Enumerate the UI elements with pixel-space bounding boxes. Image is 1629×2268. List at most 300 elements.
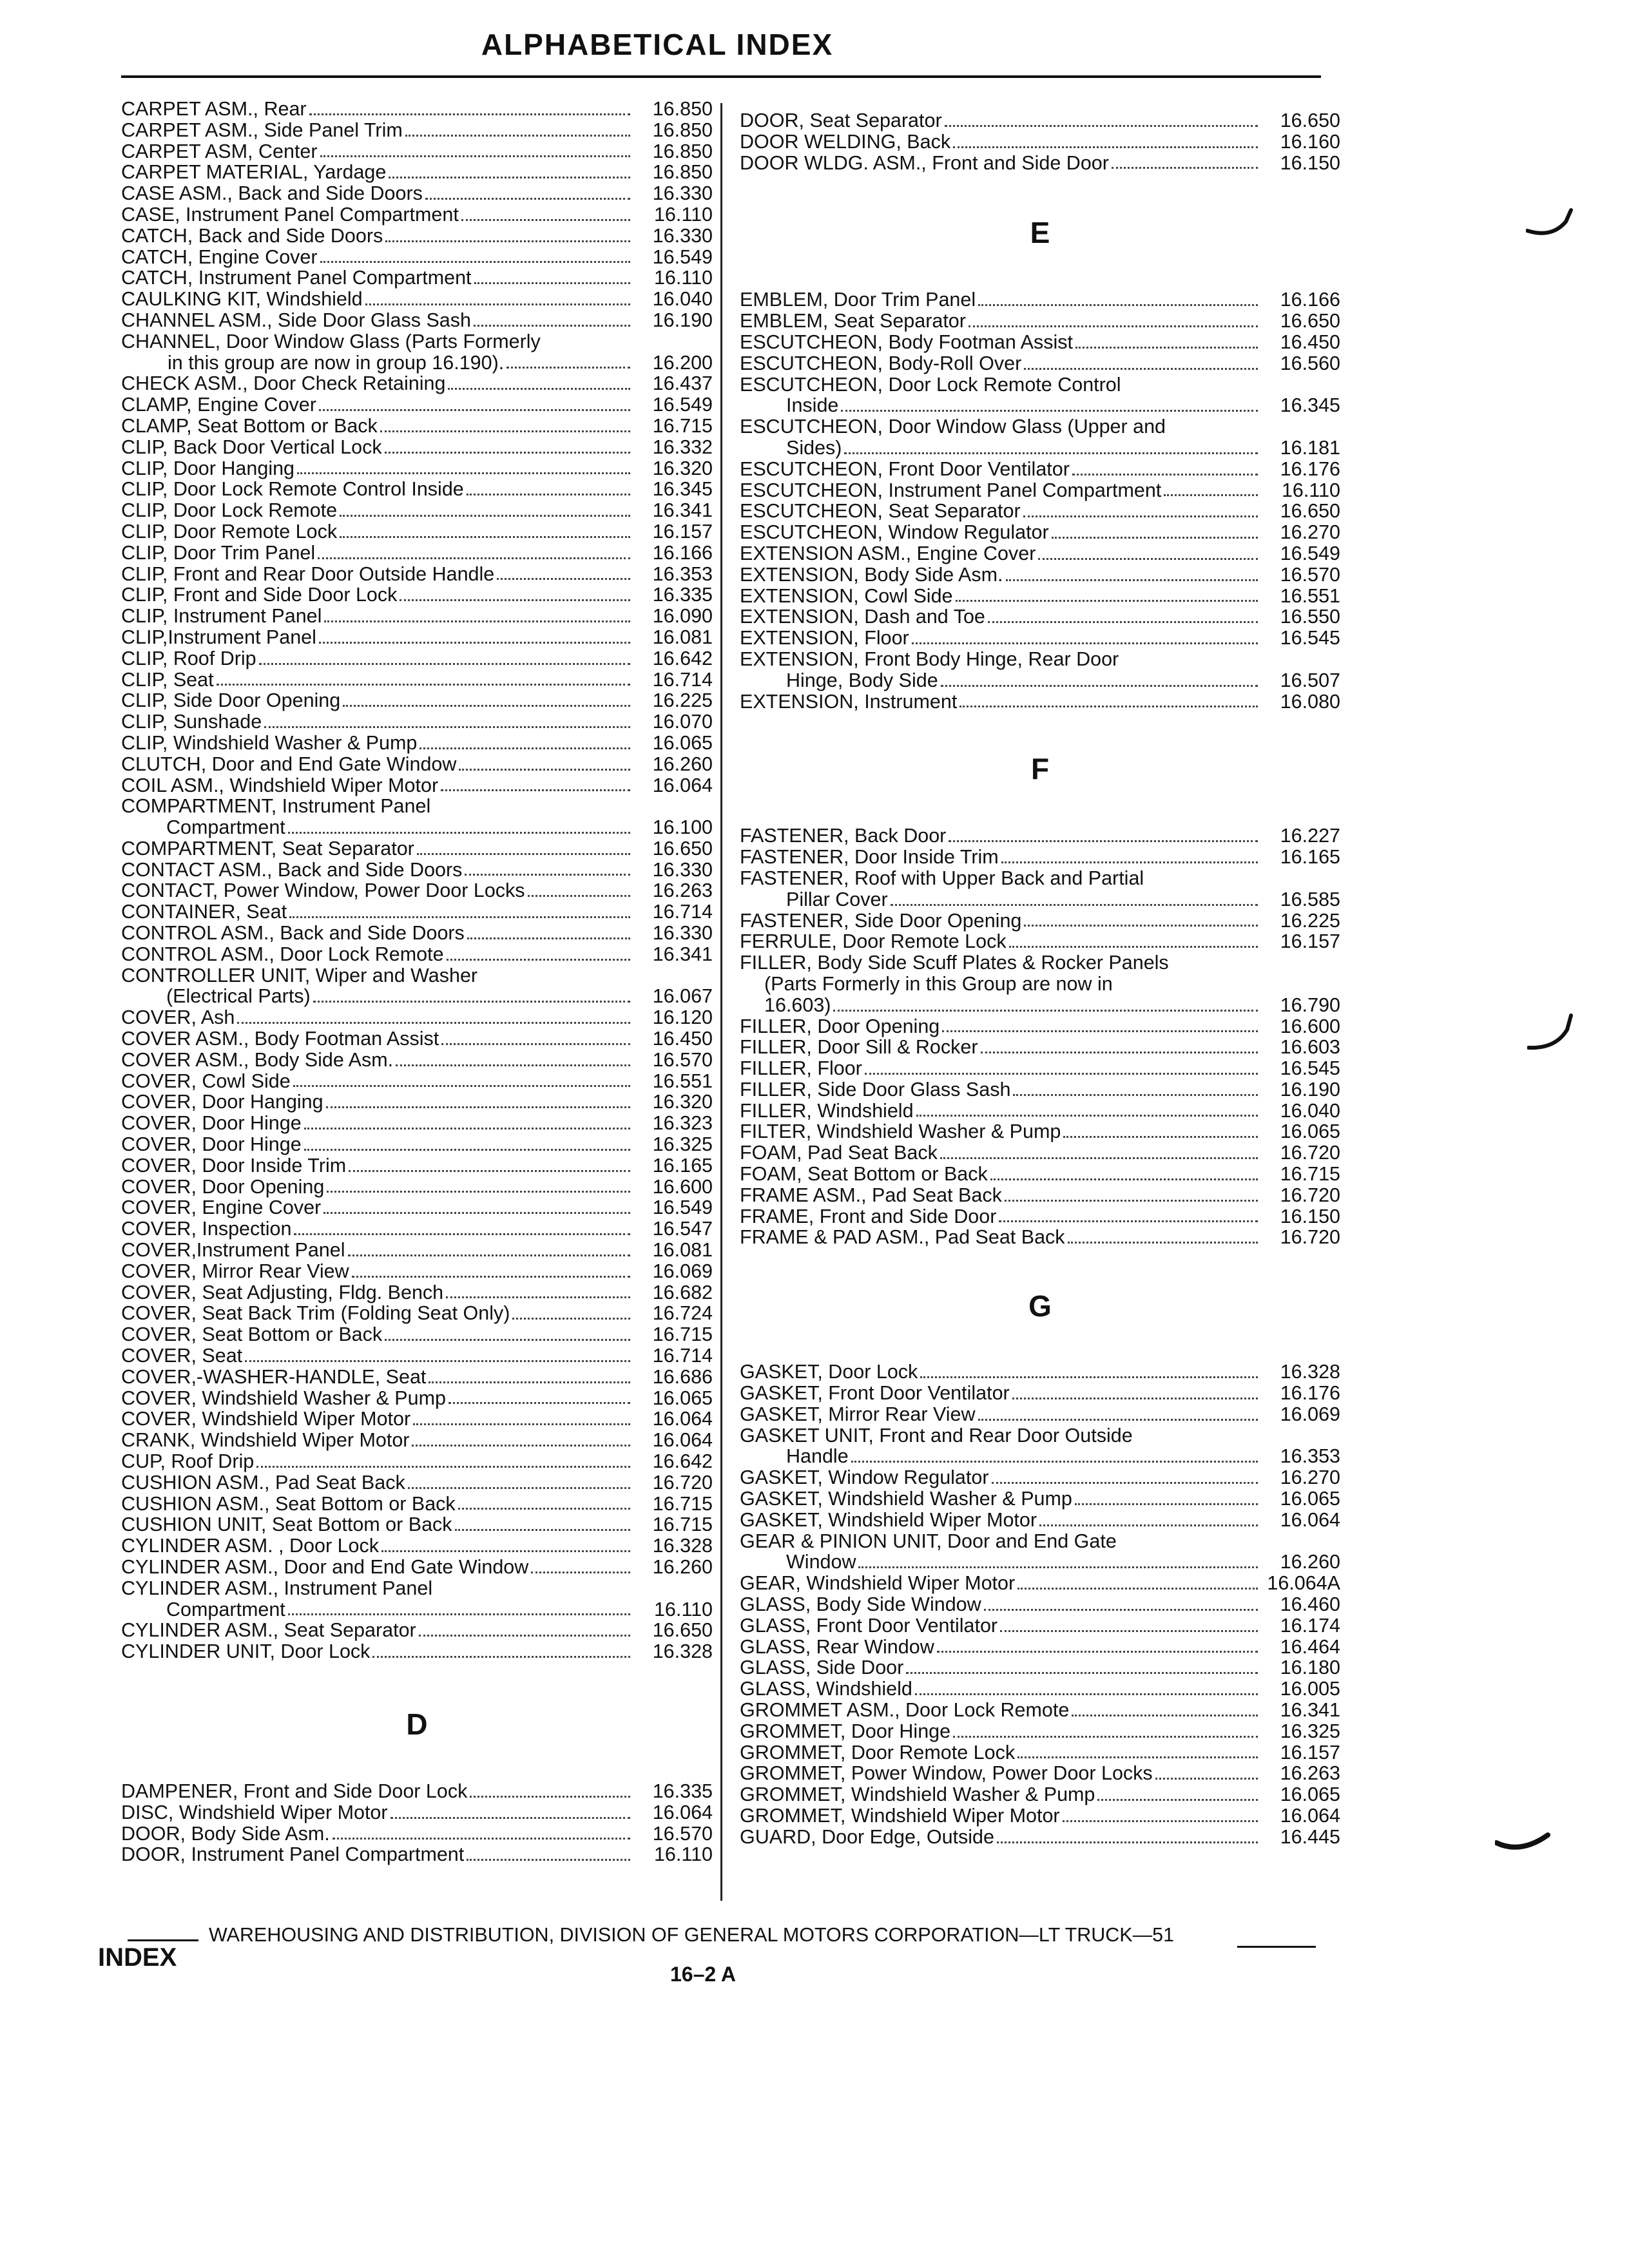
- index-entry: [121, 458, 713, 479]
- entry-number: 16.715: [652, 1492, 713, 1515]
- entry-number: 16.069: [1280, 1403, 1340, 1425]
- footer-rule-left: [128, 1939, 198, 1941]
- dot-leader: [245, 1360, 630, 1362]
- entry-label: CASE, Instrument Panel Compartment: [121, 203, 459, 226]
- index-group: [121, 1007, 713, 1578]
- index-entry: [121, 669, 713, 691]
- dot-leader: [942, 1030, 1258, 1032]
- dot-leader: [1063, 1136, 1258, 1138]
- index-entry: [740, 1206, 1340, 1227]
- index-group: [740, 110, 1340, 173]
- entry-number: 16.090: [652, 605, 713, 628]
- entry-number: 16.150: [1280, 1205, 1340, 1227]
- dot-leader: [992, 1482, 1258, 1484]
- entry-number: 16.165: [652, 1154, 713, 1177]
- dot-leader: [446, 1296, 630, 1298]
- dot-leader: [1005, 1200, 1258, 1202]
- entry-number: 16.353: [652, 562, 713, 585]
- scan-mark-icon: [1527, 1010, 1579, 1062]
- index-group: [740, 459, 1340, 649]
- entry-label: CONTACT ASM., Back and Side Doors: [121, 858, 463, 881]
- dot-leader: [949, 840, 1258, 842]
- entry-number: 16.720: [1280, 1184, 1340, 1206]
- dot-leader: [1063, 1820, 1258, 1822]
- index-entry: [121, 1823, 713, 1845]
- entry-number: 16.341: [1280, 1699, 1340, 1722]
- dot-leader: [320, 261, 630, 263]
- index-entry: [121, 543, 713, 564]
- entry-number: 16.081: [652, 626, 713, 648]
- dot-leader: [390, 1817, 630, 1819]
- entry-label: COVER, Door Inside Trim: [121, 1154, 347, 1177]
- index-entry: [740, 825, 1340, 847]
- index-entry: [740, 1121, 1340, 1142]
- scan-mark-icon: [1495, 1823, 1559, 1862]
- dot-leader: [1075, 1503, 1258, 1505]
- entry-label: EXTENSION, Front Body Hinge, Rear Door: [740, 648, 1119, 670]
- footer-text: WAREHOUSING AND DISTRIBUTION, DIVISION OF GENERAL MOTORS CORPORATION—LT TRUCK—51: [209, 1924, 1175, 1946]
- entry-label: GEAR, Windshield Wiper Motor: [740, 1572, 1016, 1595]
- entry-number: 16.330: [652, 182, 713, 205]
- index-entry-multiline: [740, 952, 1340, 1015]
- index-entry: [121, 754, 713, 775]
- entry-label: Compartment: [166, 816, 285, 839]
- dot-leader: [327, 1191, 630, 1193]
- entry-number: 16.450: [1280, 331, 1340, 353]
- entry-label: DISC, Windshield Wiper Motor: [121, 1801, 388, 1823]
- entry-number: 16.040: [1280, 1099, 1340, 1122]
- entry-number: 16.549: [652, 394, 713, 416]
- index-entry: [121, 437, 713, 458]
- index-entry: [740, 1657, 1340, 1678]
- dot-leader: [448, 1402, 630, 1404]
- dot-leader: [984, 1609, 1258, 1611]
- index-group: [740, 1467, 1340, 1530]
- dot-leader: [978, 304, 1258, 306]
- index-entry: [121, 183, 713, 204]
- entry-label: EXTENSION ASM., Engine Cover: [740, 542, 1036, 564]
- index-entry: [740, 1142, 1340, 1164]
- dot-leader: [288, 1613, 630, 1615]
- entry-label: COVER, Seat Adjusting, Fldg. Bench: [121, 1281, 444, 1303]
- entry-number: 16.176: [1280, 1382, 1340, 1405]
- dot-leader: [396, 1064, 630, 1066]
- entry-number: 16.064: [652, 774, 713, 796]
- dot-leader: [419, 747, 630, 749]
- entry-label: CYLINDER ASM., Seat Separator: [121, 1619, 416, 1642]
- entry-number: 16.110: [653, 1843, 713, 1866]
- dot-leader: [851, 1461, 1258, 1463]
- entry-number: 16.165: [1280, 846, 1340, 869]
- index-entry: [740, 1467, 1340, 1488]
- index-label: INDEX: [98, 1943, 177, 1972]
- dot-leader: [916, 1115, 1258, 1117]
- dot-leader: [372, 1656, 630, 1658]
- entry-label: GASKET UNIT, Front and Rear Door Outside: [740, 1424, 1133, 1446]
- index-entry-multiline: [121, 1578, 713, 1620]
- entry-label: ESCUTCHEON, Front Door Ventilator: [740, 457, 1070, 480]
- entry-number: 16.180: [1280, 1657, 1340, 1679]
- dot-leader: [217, 684, 630, 686]
- entry-number: 16.190: [1280, 1078, 1340, 1100]
- index-entry: [740, 910, 1340, 932]
- entry-label: DOOR WELDING, Back: [740, 130, 951, 153]
- entry-number: 16.225: [652, 689, 713, 712]
- entry-label: Pillar Cover: [786, 888, 888, 910]
- dot-leader: [1012, 1398, 1258, 1399]
- entry-number: 16.330: [652, 858, 713, 881]
- entry-label: COVER ASM., Body Side Asm.: [121, 1048, 394, 1071]
- entry-label: CLIP, Instrument Panel: [121, 605, 322, 628]
- entry-label: GEAR & PINION UNIT, Door and End Gate: [740, 1530, 1117, 1552]
- entry-number: 16.450: [652, 1028, 713, 1050]
- dot-leader: [264, 726, 630, 728]
- entry-label: CUSHION UNIT, Seat Bottom or Back: [121, 1514, 452, 1536]
- dot-leader: [940, 1157, 1258, 1159]
- entry-label: ESCUTCHEON, Seat Separator: [740, 500, 1021, 523]
- entry-label: CARPET MATERIAL, Yardage: [121, 161, 387, 184]
- index-entry: [121, 1218, 713, 1240]
- dot-leader: [981, 1052, 1258, 1053]
- dot-leader: [1024, 368, 1258, 370]
- entry-label: COVER, Seat: [121, 1345, 243, 1367]
- entry-number: 16.166: [1280, 289, 1340, 311]
- entry-label: COVER, Cowl Side: [121, 1070, 291, 1092]
- entry-label: Window: [786, 1551, 856, 1573]
- index-entry: [740, 1721, 1340, 1742]
- entry-number: 16.585: [1280, 888, 1340, 910]
- dot-leader: [1072, 1715, 1258, 1716]
- entry-number: 16.850: [652, 119, 713, 141]
- index-entry: [121, 1535, 713, 1557]
- entry-label: COVER, Door Hinge: [121, 1112, 302, 1135]
- entry-number: 16.260: [652, 1555, 713, 1578]
- dot-leader: [441, 1043, 630, 1045]
- index-entry: [740, 459, 1340, 480]
- entry-label: GROMMET, Door Remote Lock: [740, 1741, 1016, 1763]
- entry-number: 16.110: [653, 203, 713, 226]
- dot-leader: [941, 685, 1258, 687]
- entry-number: 16.650: [1280, 310, 1340, 332]
- entry-label: CLIP, Sunshade: [121, 711, 262, 733]
- entry-label: GROMMET, Power Window, Power Door Locks: [740, 1762, 1153, 1785]
- dot-leader: [956, 600, 1258, 602]
- entry-number: 16.345: [652, 478, 713, 501]
- dot-leader: [474, 282, 630, 284]
- index-entry: [740, 1573, 1340, 1594]
- dot-leader: [978, 1419, 1258, 1421]
- entry-number: 16.790: [1280, 994, 1340, 1016]
- page-number: 16–2 A: [670, 1963, 736, 1986]
- entry-number: 16.065: [1280, 1488, 1340, 1510]
- dot-leader: [528, 895, 630, 897]
- footer-rule-right: [1237, 1946, 1316, 1948]
- index-entry: [740, 1383, 1340, 1404]
- dot-leader: [1075, 347, 1258, 349]
- entry-label: COVER, Door Hanging: [121, 1091, 323, 1113]
- entry-label: CHECK ASM., Door Check Retaining: [121, 372, 446, 395]
- dot-leader: [304, 1149, 630, 1151]
- index-entry: [740, 606, 1340, 628]
- dot-leader: [959, 706, 1258, 707]
- dot-leader: [953, 146, 1258, 148]
- entry-label: GROMMET, Windshield Wiper Motor: [740, 1805, 1060, 1827]
- entry-label: 16.603): [764, 994, 831, 1016]
- entry-number: 16.067: [652, 985, 713, 1008]
- entry-label: GROMMET, Door Hinge: [740, 1720, 951, 1742]
- dot-leader: [459, 769, 630, 771]
- index-entry: [121, 606, 713, 627]
- entry-number: 16.064: [652, 1801, 713, 1823]
- entry-label: EMBLEM, Seat Separator: [740, 310, 966, 332]
- index-entry: [121, 1620, 713, 1641]
- entry-label: CLIP, Door Lock Remote Control Inside: [121, 478, 464, 501]
- entry-number: 16.270: [1280, 1466, 1340, 1489]
- dot-leader: [447, 959, 630, 961]
- entry-number: 16.345: [1280, 394, 1340, 417]
- index-group: [121, 1781, 713, 1865]
- entry-label: COVER, Ash: [121, 1006, 235, 1029]
- entry-label: EXTENSION, Dash and Toe: [740, 606, 985, 628]
- entry-number: 16.715: [652, 1323, 713, 1346]
- index-entry: [121, 1802, 713, 1823]
- dot-leader: [320, 155, 630, 157]
- index-entry: [121, 120, 713, 141]
- entry-label: COVER,Instrument Panel: [121, 1239, 345, 1262]
- entry-label: ESCUTCHEON, Instrument Panel Compartment: [740, 479, 1162, 501]
- entry-label: CUSHION ASM., Pad Seat Back: [121, 1471, 405, 1494]
- dot-leader: [385, 452, 630, 454]
- dot-leader: [313, 1001, 630, 1003]
- dot-leader: [256, 1466, 630, 1468]
- entry-number: 16.200: [652, 351, 713, 374]
- index-entry: [121, 944, 713, 965]
- entry-label: ESCUTCHEON, Window Regulator: [740, 521, 1049, 544]
- index-entry: [740, 110, 1340, 131]
- entry-label: CUP, Roof Drip: [121, 1450, 255, 1472]
- index-entry: [121, 1408, 713, 1430]
- index-entry: [121, 901, 713, 923]
- dot-leader: [1006, 579, 1258, 581]
- entry-number: 16.080: [1280, 690, 1340, 713]
- entry-label: COVER, Windshield Wiper Motor: [121, 1408, 411, 1430]
- dot-leader: [324, 620, 630, 622]
- index-entry: [740, 847, 1340, 868]
- index-entry: [121, 1514, 713, 1535]
- entry-label: CUSHION ASM., Seat Bottom or Back: [121, 1492, 456, 1515]
- index-entry: [121, 1345, 713, 1367]
- entry-label: COVER, Seat Bottom or Back: [121, 1323, 383, 1346]
- entry-number: 16.174: [1280, 1614, 1340, 1637]
- dot-leader: [289, 916, 630, 918]
- entry-label: (Parts Formerly in this Group are now in: [764, 972, 1113, 995]
- entry-label: Sides): [786, 436, 842, 459]
- entry-label: FOAM, Pad Seat Back: [740, 1142, 938, 1164]
- entry-label: FILLER, Body Side Scuff Plates & Rocker Panels: [740, 952, 1169, 974]
- entry-number: 16.166: [652, 541, 713, 564]
- entry-number: 16.445: [1280, 1825, 1340, 1848]
- index-entry: [121, 1494, 713, 1515]
- entry-label: GASKET, Window Regulator: [740, 1466, 989, 1489]
- entry-label: FASTENER, Roof with Upper Back and Partial: [740, 867, 1144, 889]
- dot-leader: [419, 1635, 630, 1637]
- dot-leader: [340, 536, 630, 538]
- entry-label: GASKET, Windshield Washer & Pump: [740, 1488, 1072, 1510]
- entry-label: FASTENER, Door Inside Trim: [740, 846, 999, 869]
- entry-label: FILLER, Windshield: [740, 1099, 914, 1122]
- entry-label: COVER,-WASHER-HANDLE, Seat: [121, 1365, 427, 1388]
- index-entry: [121, 1451, 713, 1472]
- dot-leader: [294, 1233, 630, 1235]
- dot-leader: [319, 642, 630, 644]
- entry-label: DAMPENER, Front and Side Door Lock: [121, 1780, 468, 1802]
- entry-number: 16.437: [652, 372, 713, 395]
- dot-leader: [833, 1010, 1258, 1012]
- entry-label: GLASS, Windshield: [740, 1678, 912, 1700]
- index-entry: [740, 1016, 1340, 1037]
- dot-leader: [288, 832, 630, 834]
- index-entry: [121, 99, 713, 120]
- entry-number: 16.065: [652, 1387, 713, 1409]
- entry-number: 16.064: [1280, 1805, 1340, 1827]
- entry-label: FILLER, Side Door Glass Sash: [740, 1078, 1011, 1100]
- index-group: [740, 691, 1340, 713]
- entry-label: GASKET, Mirror Rear View: [740, 1403, 976, 1425]
- entry-number: 16.335: [652, 1780, 713, 1802]
- entry-label: CLIP, Front and Side Door Lock: [121, 584, 398, 606]
- entry-number: 16.545: [1280, 627, 1340, 649]
- entry-number: 16.328: [1280, 1361, 1340, 1383]
- index-entry-multiline: [740, 374, 1340, 417]
- dot-leader: [988, 621, 1258, 623]
- dot-leader: [1164, 494, 1258, 496]
- dot-leader: [999, 1220, 1258, 1222]
- index-entry: [121, 880, 713, 901]
- dot-leader: [969, 325, 1258, 327]
- entry-label: CONTAINER, Seat: [121, 901, 287, 923]
- entry-label: CONTACT, Power Window, Power Door Locks: [121, 879, 525, 902]
- entry-label: DOOR, Body Side Asm.: [121, 1822, 330, 1845]
- entry-number: 16.720: [652, 1471, 713, 1494]
- entry-number: 16.181: [1280, 436, 1340, 459]
- entry-label: ESCUTCHEON, Door Window Glass (Upper and: [740, 416, 1166, 438]
- dot-leader: [405, 135, 630, 137]
- entry-label: Compartment: [166, 1598, 285, 1620]
- index-group: [121, 373, 713, 796]
- entry-label: EXTENSION, Cowl Side: [740, 584, 953, 607]
- entry-label: GASKET, Front Door Ventilator: [740, 1382, 1010, 1405]
- entry-label: CYLINDER ASM., Instrument Panel: [121, 1577, 433, 1599]
- entry-number: 16.335: [652, 584, 713, 606]
- index-entry: [740, 1784, 1340, 1805]
- dot-leader: [841, 410, 1258, 412]
- dot-leader: [1001, 861, 1258, 863]
- dot-leader: [293, 1085, 630, 1087]
- entry-number: 16.065: [1280, 1120, 1340, 1143]
- entry-number: 16.715: [652, 1514, 713, 1536]
- index-entry: [740, 1510, 1340, 1531]
- entry-number: 16.850: [652, 161, 713, 184]
- dot-leader: [365, 303, 630, 305]
- dot-leader: [1024, 925, 1258, 927]
- entry-number: 16.714: [652, 901, 713, 923]
- dot-leader: [417, 853, 630, 855]
- index-entry: [121, 1324, 713, 1345]
- entry-label: COVER, Engine Cover: [121, 1196, 322, 1219]
- index-entry: [740, 586, 1340, 607]
- index-entry-multiline: [740, 1425, 1340, 1468]
- entry-number: 16.176: [1280, 457, 1340, 480]
- dot-leader: [912, 642, 1258, 644]
- entry-label: FILLER, Floor: [740, 1057, 862, 1080]
- dot-leader: [1155, 1778, 1258, 1780]
- entry-label: GASKET, Door Lock: [740, 1361, 918, 1383]
- entry-label: CAULKING KIT, Windshield: [121, 288, 363, 311]
- entry-label: Inside: [786, 394, 839, 417]
- dot-leader: [400, 599, 630, 601]
- entry-number: 16.330: [652, 922, 713, 945]
- entry-label: GLASS, Front Door Ventilator: [740, 1614, 998, 1637]
- index-entry: [121, 1071, 713, 1092]
- index-entry: [740, 353, 1340, 374]
- index-group: [121, 1620, 713, 1662]
- index-entry: [740, 1700, 1340, 1721]
- entry-number: 16.227: [1280, 825, 1340, 847]
- dot-leader: [441, 789, 630, 791]
- entry-label: FILLER, Door Opening: [740, 1015, 940, 1037]
- dot-leader: [323, 1212, 630, 1214]
- dot-leader: [429, 1381, 630, 1383]
- entry-number: 16.120: [652, 1006, 713, 1029]
- section-letter-d: D: [406, 1707, 428, 1741]
- entry-number: 16.110: [653, 267, 713, 289]
- entry-label: DOOR WLDG. ASM., Front and Side Door: [740, 151, 1109, 174]
- dot-leader: [343, 705, 630, 707]
- dot-leader: [920, 1376, 1258, 1378]
- entry-label: CLIP, Windshield Washer & Pump: [121, 731, 418, 754]
- index-entry: [121, 564, 713, 585]
- dot-leader: [1017, 1588, 1258, 1590]
- index-entry: [740, 1058, 1340, 1079]
- entry-label: COVER ASM., Body Footman Assist: [121, 1028, 439, 1050]
- dot-leader: [937, 1651, 1258, 1653]
- entry-label: COVER, Seat Back Trim (Folding Seat Only): [121, 1302, 510, 1325]
- entry-label: DOOR, Seat Separator: [740, 110, 942, 131]
- entry-label: FERRULE, Door Remote Lock: [740, 930, 1007, 953]
- section-letter-g: G: [1028, 1289, 1052, 1323]
- entry-number: 16.560: [1280, 352, 1340, 374]
- entry-number: 16.157: [1280, 930, 1340, 953]
- index-entry: [740, 628, 1340, 649]
- index-group: [740, 825, 1340, 868]
- index-entry: [121, 373, 713, 394]
- entry-number: 16.714: [652, 1345, 713, 1367]
- entry-number: 16.064A: [1267, 1572, 1340, 1595]
- column-divider: [720, 103, 722, 1901]
- entry-number: 16.325: [1280, 1720, 1340, 1742]
- entry-label: CLIP, Door Remote Lock: [121, 520, 338, 543]
- entry-number: 16.600: [1280, 1015, 1340, 1037]
- entry-label: FILTER, Windshield Washer & Pump: [740, 1120, 1061, 1143]
- entry-label: CLIP, Door Hanging: [121, 457, 295, 479]
- entry-label: EXTENSION, Instrument: [740, 690, 958, 713]
- entry-label: EXTENSION, Floor: [740, 627, 909, 649]
- entry-number: 16.650: [1280, 110, 1340, 131]
- index-entry: [121, 204, 713, 226]
- entry-number: 16.650: [652, 837, 713, 860]
- index-entry: [121, 1781, 713, 1802]
- entry-label: COVER, Windshield Washer & Pump: [121, 1387, 446, 1409]
